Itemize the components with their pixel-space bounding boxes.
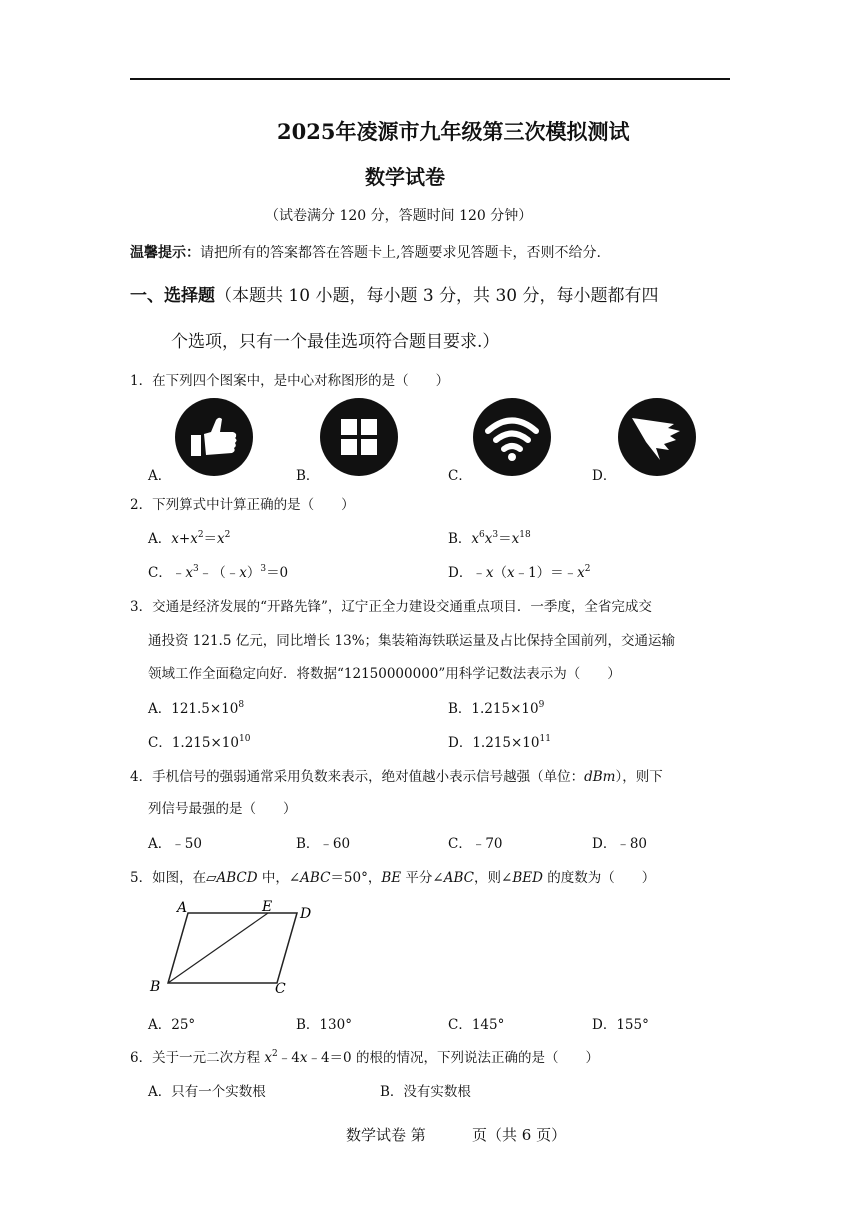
grid-four-squares-icon xyxy=(320,398,398,476)
figure-label-d: D xyxy=(300,906,312,922)
question-3-line1: 3．交通是经济发展的“开路先锋”，辽宁正全力建设交通重点项目．一季度，全省完成交 xyxy=(130,599,652,615)
question-5-stem: 5．如图，在▱ABCD 中，∠ABC＝50°，BE 平分∠ABC，则∠BED 的度数为（ ） xyxy=(130,870,656,886)
q4-option-c: C．﹣70 xyxy=(448,836,503,852)
figure-label-c: C xyxy=(275,981,286,997)
reminder xyxy=(130,242,601,262)
section-desc-line2: 个选项，只有一个最佳选项符合题目要求.） xyxy=(171,332,500,352)
q3-option-b: B．$1.215\times 10^9$ xyxy=(448,700,545,717)
section-desc-line1: （本题共 10 小题，每小题 3 分，共 30 分，每小题都有四 xyxy=(215,286,659,306)
q5-option-c: C．145° xyxy=(448,1017,505,1033)
q1-option-a: A． xyxy=(148,468,172,484)
q6-option-b: B．没有实数根 xyxy=(380,1084,471,1100)
q3-option-a: A．$121.5\times 10^8$ xyxy=(148,700,245,717)
wifi-icon xyxy=(473,398,551,476)
parallelogram-figure xyxy=(145,895,325,1000)
q1-option-d: D． xyxy=(592,468,617,484)
q2-option-a: A．$x+x^2=x^2$ xyxy=(148,530,231,547)
q2-option-c: C．$﹣x^3﹣(﹣x)^3=0$ xyxy=(148,564,289,581)
page-title: 2025年凌源市九年级第三次模拟测试 xyxy=(277,119,630,144)
reminder-text: 请把所有的答案都答在答题卡上,答题要求见答题卡，否则不给分. xyxy=(200,245,601,261)
question-3-line3: 领域工作全面稳定向好．将数据“12150000000”用科学记数法表示为（ ） xyxy=(148,666,621,682)
figure-label-b: B xyxy=(150,979,161,995)
footer-left: 数学试卷 第 xyxy=(346,1126,426,1144)
header-rule xyxy=(130,78,730,80)
q5-option-b: B．130° xyxy=(296,1017,352,1033)
exam-info: （试卷满分 120 分，答题时间 120 分钟） xyxy=(265,208,533,224)
q2-option-b: B．$x^6x^3=x^{18}$ xyxy=(448,530,531,547)
q1-option-c: C． xyxy=(448,468,472,484)
q4-option-b: B．﹣60 xyxy=(296,836,351,852)
thumbs-up-icon xyxy=(175,398,253,476)
q3-option-c: C．$1.215\times 10^{10}$ xyxy=(148,734,251,751)
figure-label-a: A xyxy=(177,900,188,916)
section-heading xyxy=(130,281,659,306)
q4-option-a: A．﹣50 xyxy=(148,836,202,852)
question-1-stem: 1．在下列四个图案中，是中心对称图形的是（ ） xyxy=(130,373,450,389)
q5-option-d: D．155° xyxy=(592,1017,649,1033)
q3-option-d: D．$1.215\times 10^{11}$ xyxy=(448,734,551,751)
wing-icon xyxy=(618,398,696,476)
question-3-line2: 通投资 121.5 亿元，同比增长 13%；集装箱海铁联运量及占比保持全国前列，交通运输 xyxy=(148,633,676,649)
q6-option-a: A．只有一个实数根 xyxy=(148,1084,266,1100)
reminder-label: 温馨提示： xyxy=(130,245,200,261)
question-4-line2: 列信号最强的是（ ） xyxy=(148,801,297,817)
footer-right: 页（共 6 页） xyxy=(472,1126,567,1144)
page-subtitle: 数学试卷 xyxy=(365,165,445,189)
q5-option-a: A．25° xyxy=(148,1017,196,1033)
question-6-stem: 6．关于一元二次方程 $x^2﹣4x﹣4=0$ 的根的情况，下列说法正确的是（ ） xyxy=(130,1049,599,1066)
section-label: 一、选择题 xyxy=(130,286,215,306)
q1-option-b: B． xyxy=(296,468,320,484)
q2-option-d: D．$﹣x(x﹣1)=﹣x^2$ xyxy=(448,564,591,581)
q4-option-d: D．﹣80 xyxy=(592,836,648,852)
question-4-line1: 4．手机信号的强弱通常采用负数来表示，绝对值越小表示信号越强（单位：dBm），则下 xyxy=(130,769,663,785)
question-2-stem: 2．下列算式中计算正确的是（ ） xyxy=(130,497,355,513)
figure-label-e: E xyxy=(262,899,273,915)
